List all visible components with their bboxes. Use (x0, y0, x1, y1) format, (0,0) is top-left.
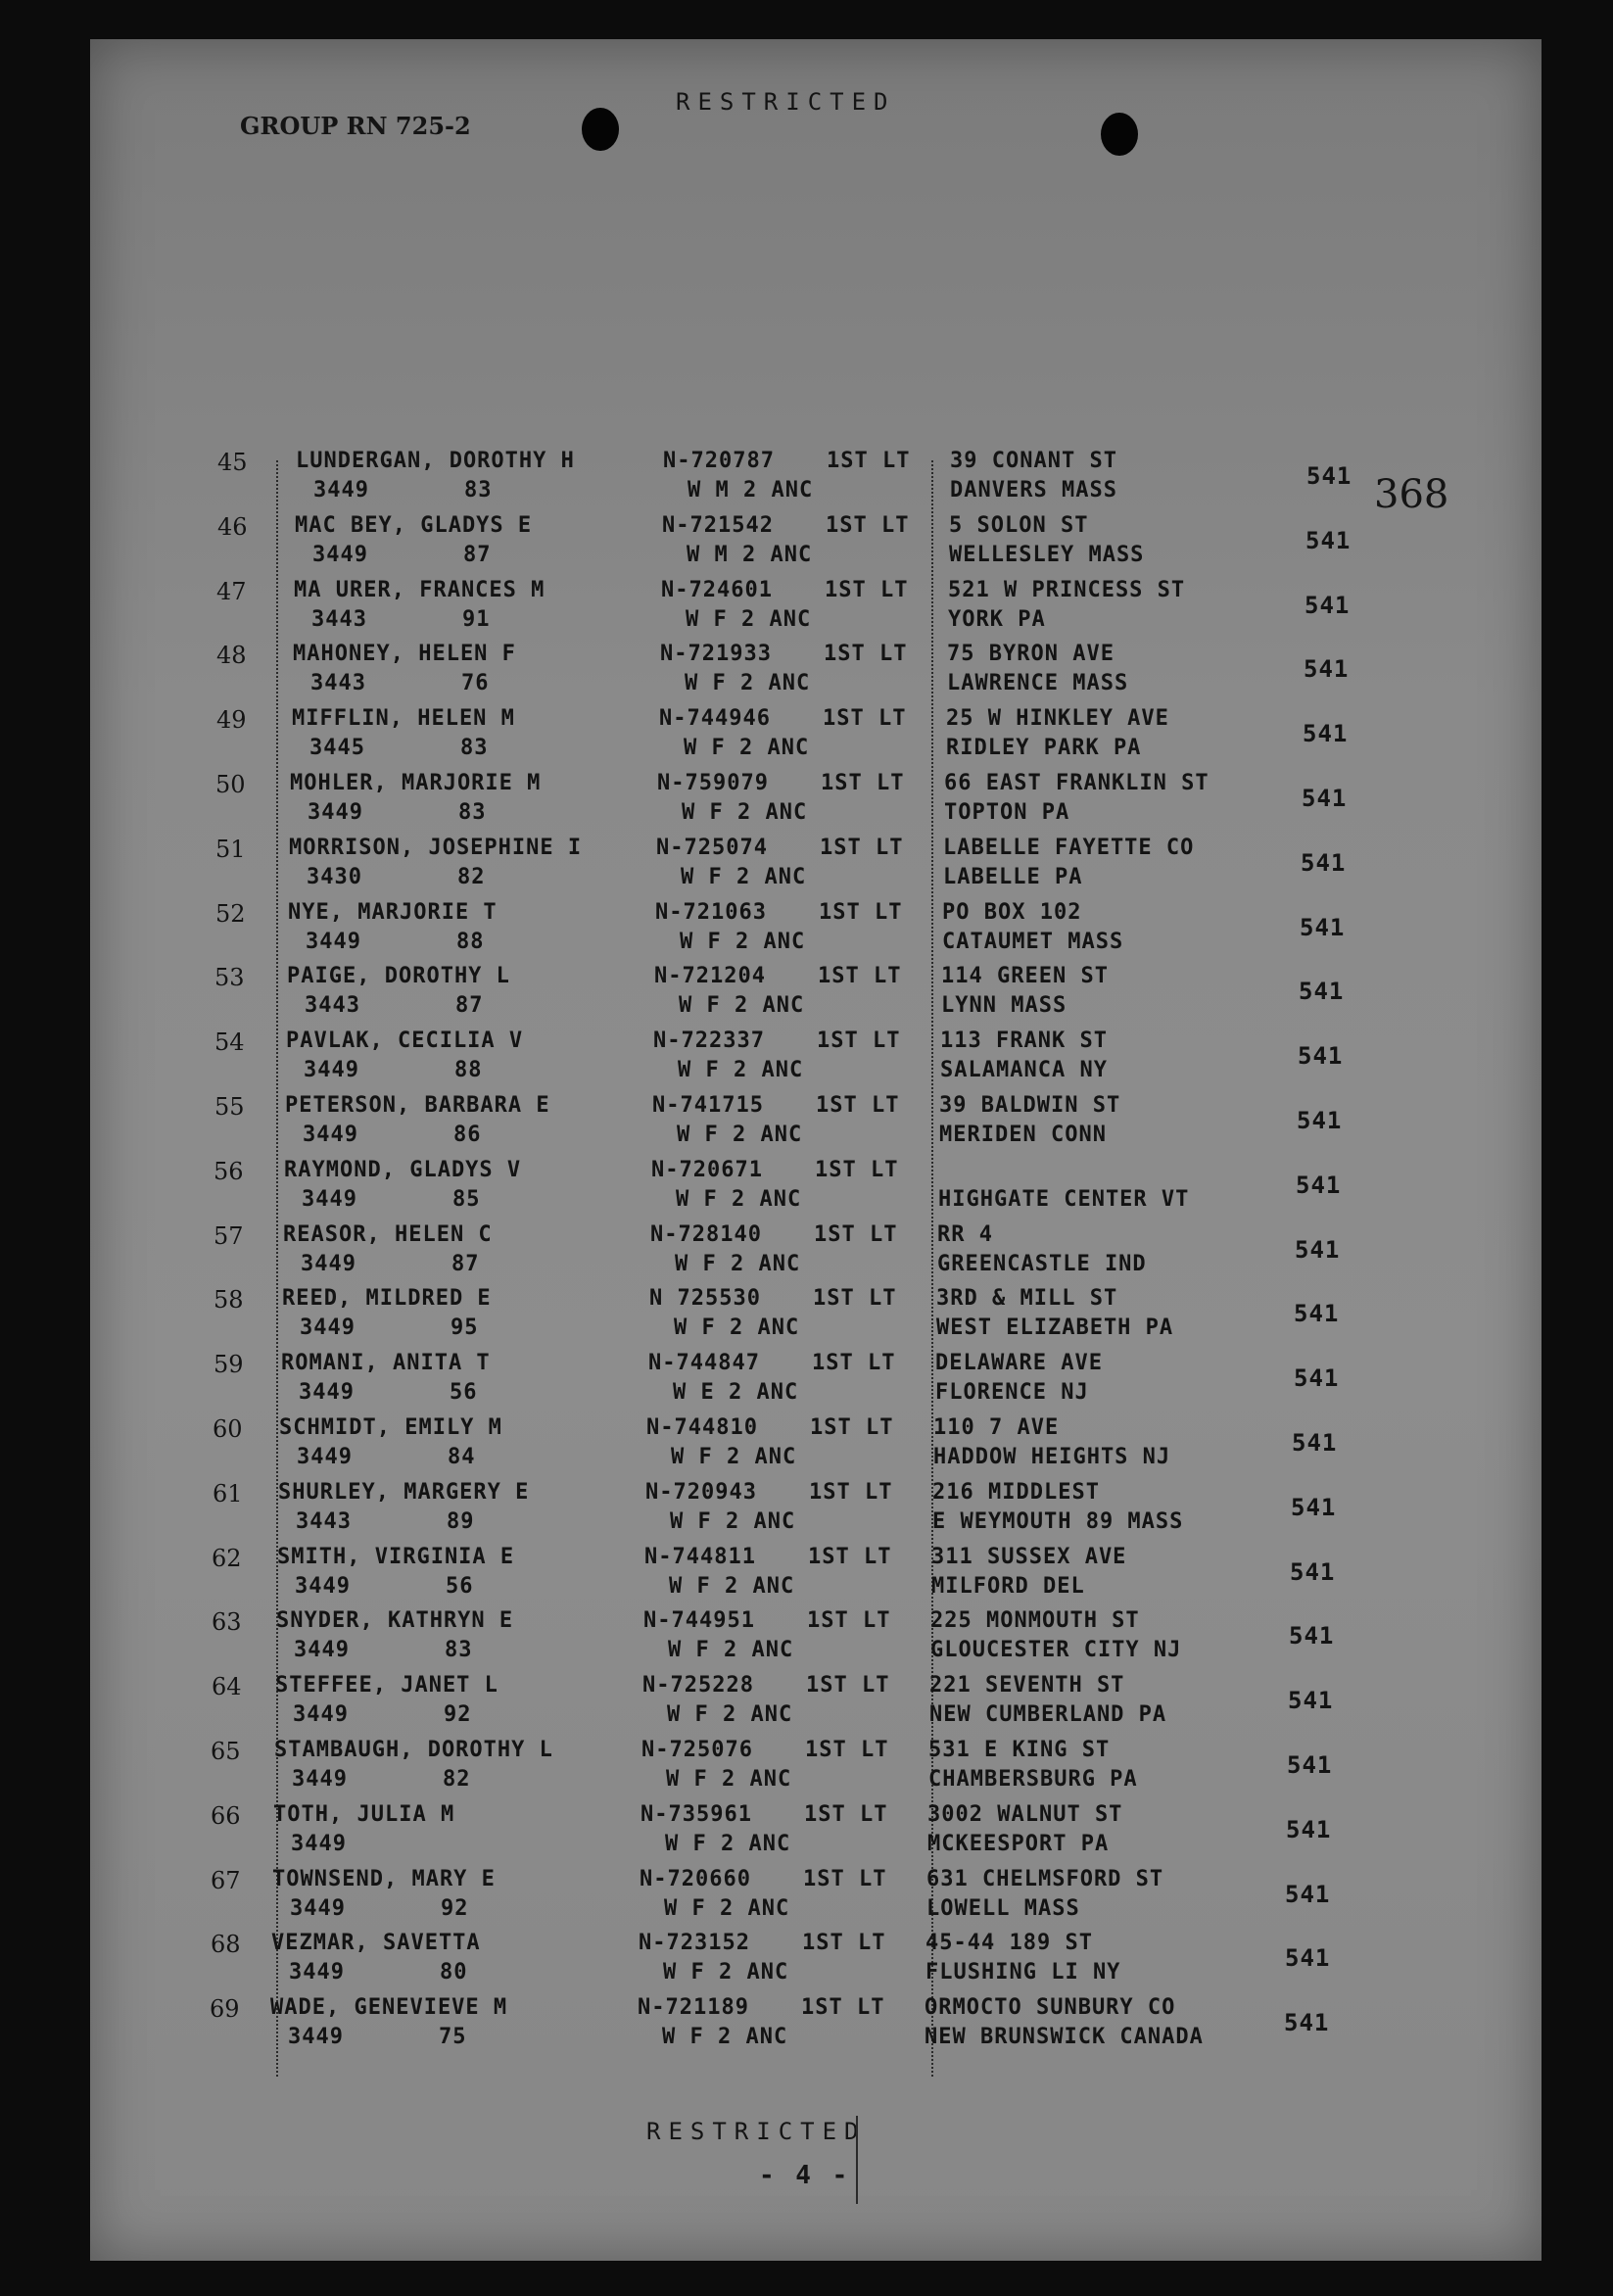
classification-header: RESTRICTED (676, 88, 896, 116)
entry-address-1: 39 CONANT ST (950, 449, 1117, 473)
entry-desc: W F 2 ANC (664, 1895, 790, 1921)
roster-entry (90, 1673, 1542, 1736)
entry-rank: 1ST LT (803, 1866, 887, 1891)
entry-code: 3430 (307, 864, 362, 889)
entry-score: 88 (454, 1058, 483, 1083)
entry-address-1: PO BOX 102 (942, 899, 1082, 925)
entry-address-2: SALAMANCA NY (940, 1058, 1108, 1083)
entry-name: REASOR, HELEN C (283, 1221, 493, 1247)
entry-rank: 1ST LT (808, 1544, 892, 1569)
entry-address-2: LABELLE PA (943, 864, 1083, 889)
entry-rank: 1ST LT (826, 512, 910, 538)
entry-number: 58 (213, 1286, 244, 1315)
entry-name: SHURLEY, MARGERY E (278, 1479, 530, 1505)
entry-address-1: 225 MONMOUTH ST (930, 1608, 1140, 1634)
entry-number: 62 (212, 1544, 242, 1572)
entry-score: 56 (450, 1380, 478, 1406)
entry-number: 63 (212, 1608, 242, 1637)
entry-rank: 1ST LT (812, 1351, 896, 1376)
entry-unit: 541 (1306, 462, 1352, 490)
entry-score: 82 (443, 1767, 471, 1792)
entry-serial: N-720660 (640, 1866, 751, 1891)
entry-score: 84 (448, 1445, 476, 1469)
entry-rank: 1ST LT (805, 1738, 889, 1762)
page-mark: 368 (1374, 472, 1449, 517)
roster-entry (90, 1158, 1542, 1220)
entry-code: 3443 (296, 1508, 352, 1534)
roster-entry (90, 1093, 1542, 1156)
entry-unit: 541 (1302, 785, 1348, 812)
entry-desc: W F 2 ANC (686, 606, 812, 632)
roster-entry (90, 706, 1542, 769)
entry-score: 83 (445, 1638, 473, 1663)
entry-address-2: YORK PA (948, 606, 1046, 632)
entry-desc: W F 2 ANC (681, 864, 807, 889)
entry-desc: W F 2 ANC (676, 1186, 802, 1212)
entry-rank: 1ST LT (816, 1093, 900, 1118)
entry-address-1: 45-44 189 ST (925, 1931, 1093, 1956)
entry-desc: W F 2 ANC (668, 1638, 794, 1663)
entry-unit: 541 (1305, 526, 1352, 554)
entry-score: 91 (462, 606, 491, 632)
entry-serial: N-741715 (652, 1093, 764, 1118)
entry-name: STAMBAUGH, DOROTHY L (274, 1738, 553, 1762)
entry-desc: W M 2 ANC (687, 542, 813, 567)
entry-score: 92 (441, 1895, 469, 1921)
entry-rank: 1ST LT (801, 1995, 885, 2021)
entry-address-1: 3RD & MILL ST (936, 1286, 1118, 1312)
entry-score: 82 (457, 864, 486, 889)
roster-entry (90, 1867, 1542, 1930)
entry-serial: N-744811 (644, 1544, 756, 1569)
roster-entry (90, 1931, 1542, 1993)
entry-code: 3449 (306, 929, 361, 954)
entry-score: 85 (452, 1186, 481, 1212)
entry-code: 3449 (294, 1638, 350, 1663)
entry-serial: N-759079 (657, 771, 769, 795)
entry-number: 65 (211, 1738, 241, 1765)
roster-entry (90, 1995, 1542, 2058)
roster-entry (90, 1480, 1542, 1543)
entry-address-1: 39 BALDWIN ST (939, 1093, 1121, 1118)
entry-name: MA URER, FRANCES M (294, 577, 546, 602)
entry-rank: 1ST LT (827, 449, 911, 473)
entry-name: MOHLER, MARJORIE M (290, 771, 542, 795)
entry-number: 61 (213, 1479, 243, 1507)
entry-desc: W F 2 ANC (680, 929, 806, 954)
entry-unit: 541 (1287, 1751, 1333, 1779)
entry-number: 57 (213, 1221, 244, 1250)
entry-code: 3449 (290, 1895, 346, 1921)
entry-number: 66 (211, 1801, 241, 1830)
entry-code: 3449 (289, 1960, 345, 1985)
entry-unit: 541 (1301, 848, 1347, 877)
punch-hole-left (582, 108, 619, 151)
entry-serial: N-725228 (642, 1673, 754, 1698)
entry-code: 3449 (312, 542, 368, 567)
entry-score: 87 (455, 993, 484, 1019)
entry-desc: W F 2 ANC (679, 993, 805, 1019)
entry-name: TOWNSEND, MARY E (272, 1866, 496, 1891)
entry-desc: W F 2 ANC (678, 1058, 804, 1083)
entry-name: STEFFEE, JANET L (275, 1673, 498, 1698)
entry-address-2: TOPTON PA (944, 800, 1070, 825)
entry-desc: W F 2 ANC (674, 1315, 800, 1341)
entry-name: SNYDER, KATHRYN E (276, 1608, 514, 1634)
entry-code: 3449 (295, 1573, 351, 1599)
entry-address-1: 631 CHELMSFORD ST (926, 1866, 1164, 1891)
entry-code: 3449 (303, 1123, 358, 1147)
entry-name: REED, MILDRED E (282, 1286, 492, 1312)
entry-desc: W F 2 ANC (662, 2025, 788, 2050)
entry-desc: W F 2 ANC (663, 1960, 789, 1985)
document-page (90, 39, 1542, 2261)
entry-address-2: NEW BRUNSWICK CANADA (925, 2025, 1204, 2050)
entry-number: 69 (210, 1995, 240, 2024)
entry-score: 83 (464, 478, 493, 502)
entry-serial: N-725076 (641, 1738, 753, 1762)
roster-entry (90, 1608, 1542, 1671)
footer-rule (856, 2116, 858, 2204)
entry-address-2: WEST ELIZABETH PA (936, 1315, 1174, 1341)
entry-rank: 1ST LT (825, 577, 909, 602)
entry-address-1: 521 W PRINCESS ST (948, 577, 1186, 602)
entry-desc: W F 2 ANC (682, 800, 808, 825)
page-number: - 4 - (759, 2161, 851, 2190)
entry-address-1: 5 SOLON ST (949, 512, 1089, 538)
entry-unit: 541 (1289, 1622, 1335, 1650)
entry-code: 3449 (301, 1251, 356, 1276)
entry-name: MORRISON, JOSEPHINE I (289, 835, 583, 860)
entry-desc: W F 2 ANC (677, 1123, 803, 1147)
entry-code: 3449 (308, 800, 363, 825)
entry-number: 50 (215, 771, 246, 798)
entry-name: TOTH, JULIA M (273, 1801, 455, 1827)
entry-desc: W F 2 ANC (666, 1767, 792, 1792)
entry-score: 89 (447, 1508, 475, 1534)
entry-number: 54 (214, 1028, 245, 1057)
roster-entry (90, 1802, 1542, 1865)
entry-rank: 1ST LT (802, 1931, 886, 1956)
entry-unit: 541 (1286, 1815, 1332, 1843)
entry-rank: 1ST LT (819, 899, 903, 925)
entry-address-1: 221 SEVENTH ST (929, 1673, 1125, 1698)
roster-entry (90, 771, 1542, 834)
entry-name: SMITH, VIRGINIA E (277, 1544, 515, 1569)
entry-number: 59 (213, 1351, 244, 1379)
entry-code: 3449 (291, 1831, 347, 1856)
entry-name: NYE, MARJORIE T (288, 899, 498, 925)
entry-desc: W F 2 ANC (665, 1831, 791, 1856)
entry-address-2: CATAUMET MASS (942, 929, 1124, 954)
entry-score: 86 (453, 1123, 482, 1147)
entry-address-2: WELLESLEY MASS (949, 542, 1145, 567)
entry-score: 83 (460, 736, 489, 761)
entry-unit: 541 (1304, 655, 1350, 684)
entry-serial: N-744951 (643, 1608, 755, 1634)
entry-number: 49 (216, 706, 247, 735)
entry-address-2: LYNN MASS (941, 993, 1067, 1019)
entry-address-2: HADDOW HEIGHTS NJ (933, 1445, 1171, 1469)
entry-serial: N-720787 (663, 449, 775, 473)
entry-unit: 541 (1285, 1944, 1331, 1973)
entry-address-1: RR 4 (937, 1221, 993, 1247)
entry-name: MIFFLIN, HELEN M (292, 706, 515, 732)
entry-code: 3449 (299, 1380, 355, 1406)
entry-unit: 541 (1305, 591, 1351, 619)
entry-unit: 541 (1299, 978, 1345, 1006)
entry-serial: N-720671 (651, 1157, 763, 1182)
entry-name: PAIGE, DOROTHY L (287, 964, 510, 989)
entry-score: 76 (461, 671, 490, 696)
roster-entry (90, 1351, 1542, 1413)
entry-unit: 541 (1303, 720, 1349, 748)
entry-unit: 541 (1297, 1107, 1343, 1134)
entry-address-1: 110 7 AVE (933, 1415, 1060, 1440)
entry-serial: N-744810 (646, 1415, 758, 1440)
entry-score: 56 (446, 1573, 474, 1599)
entry-serial: N-721542 (662, 512, 774, 538)
entry-serial: N-744946 (659, 706, 771, 732)
entry-number: 64 (212, 1673, 242, 1701)
entry-rank: 1ST LT (807, 1608, 891, 1634)
entry-unit: 541 (1300, 913, 1346, 941)
entry-rank: 1ST LT (817, 1028, 901, 1054)
entry-rank: 1ST LT (818, 964, 902, 989)
roster-entry (90, 900, 1542, 963)
entry-address-1: 531 E KING ST (928, 1738, 1111, 1762)
entry-rank: 1ST LT (815, 1157, 899, 1182)
entry-rank: 1ST LT (823, 706, 907, 732)
entry-code: 3449 (297, 1445, 353, 1469)
entry-score: 75 (439, 2025, 467, 2050)
entry-name: PETERSON, BARBARA E (285, 1093, 550, 1118)
entry-name: WADE, GENEVIEVE M (270, 1995, 508, 2021)
entry-name: MAC BEY, GLADYS E (295, 512, 533, 538)
entry-address-1: 75 BYRON AVE (947, 642, 1115, 667)
entry-serial: N-735961 (640, 1801, 752, 1827)
entry-desc: W F 2 ANC (684, 736, 810, 761)
entry-score: 95 (451, 1315, 479, 1341)
entry-address-1: DELAWARE AVE (935, 1351, 1103, 1376)
entry-address-1: 216 MIDDLEST (932, 1479, 1100, 1505)
entry-address-2: GREENCASTLE IND (937, 1251, 1147, 1276)
roster-entry (90, 578, 1542, 641)
entry-score: 88 (456, 929, 485, 954)
entry-code: 3443 (311, 606, 367, 632)
entry-code: 3443 (305, 993, 360, 1019)
entry-name: VEZMAR, SAVETTA (271, 1931, 481, 1956)
entry-rank: 1ST LT (813, 1286, 897, 1312)
roster-entry (90, 836, 1542, 898)
entry-address-2: HIGHGATE CENTER VT (938, 1186, 1190, 1212)
entry-address-2: CHAMBERSBURG PA (928, 1767, 1138, 1792)
roster-entry (90, 642, 1542, 704)
roster-entry (90, 513, 1542, 576)
entry-name: RAYMOND, GLADYS V (284, 1157, 522, 1182)
entry-code: 3449 (313, 478, 369, 502)
entry-code: 3449 (292, 1767, 348, 1792)
entry-address-1: LABELLE FAYETTE CO (943, 835, 1195, 860)
entry-address-1: 113 FRANK ST (940, 1028, 1108, 1054)
entry-number: 46 (217, 512, 248, 541)
entry-score: 92 (444, 1702, 472, 1728)
roster-entry (90, 1545, 1542, 1607)
entry-desc: W E 2 ANC (673, 1380, 799, 1406)
entry-desc: W M 2 ANC (688, 478, 814, 502)
entry-unit: 541 (1285, 1880, 1331, 1908)
entry-address-2: LOWELL MASS (926, 1895, 1080, 1921)
entry-score: 83 (458, 800, 487, 825)
entry-code: 3443 (310, 671, 366, 696)
entry-rank: 1ST LT (824, 642, 908, 667)
group-header: GROUP RN 725-2 (240, 112, 471, 140)
entry-code: 3449 (304, 1058, 359, 1083)
entry-number: 48 (216, 642, 247, 670)
entry-unit: 541 (1294, 1364, 1340, 1393)
entry-serial: N-720943 (645, 1479, 757, 1505)
entry-name: ROMANI, ANITA T (281, 1351, 491, 1376)
entry-number: 60 (213, 1415, 243, 1443)
entry-name: LUNDERGAN, DOROTHY H (296, 449, 575, 473)
roster-entry (90, 449, 1542, 511)
entry-address-2: FLORENCE NJ (935, 1380, 1089, 1406)
entry-score: 87 (463, 542, 492, 567)
entry-rank: 1ST LT (806, 1673, 890, 1698)
entry-address-2: MCKEESPORT PA (927, 1831, 1110, 1856)
entry-number: 56 (213, 1157, 244, 1185)
entry-address-2: LAWRENCE MASS (947, 671, 1129, 696)
entry-serial: N-722337 (653, 1028, 765, 1054)
entry-rank: 1ST LT (804, 1801, 888, 1827)
entry-number: 55 (214, 1093, 245, 1121)
entry-address-1: 311 SUSSEX AVE (931, 1544, 1127, 1569)
entry-serial: N-728140 (650, 1221, 762, 1247)
roster-entry (90, 964, 1542, 1027)
entry-serial: N-725074 (656, 835, 768, 860)
entry-unit: 541 (1295, 1235, 1341, 1264)
entry-number: 51 (215, 835, 246, 863)
entry-unit: 541 (1288, 1687, 1334, 1715)
classification-footer: RESTRICTED (646, 2118, 867, 2145)
entry-name: SCHMIDT, EMILY M (279, 1415, 502, 1440)
entry-unit: 541 (1292, 1429, 1338, 1457)
entry-desc: W F 2 ANC (685, 671, 811, 696)
entry-address-2: NEW CUMBERLAND PA (929, 1702, 1167, 1728)
entry-serial: N-723152 (639, 1931, 750, 1956)
entry-address-1: 3002 WALNUT ST (927, 1801, 1123, 1827)
entry-code: 3445 (309, 736, 365, 761)
entry-address-2: FLUSHING LI NY (925, 1960, 1121, 1985)
entry-unit: 541 (1284, 2009, 1330, 2037)
entry-serial: N-721204 (654, 964, 766, 989)
roster-entry (90, 1738, 1542, 1800)
entry-address-1: 66 EAST FRANKLIN ST (944, 771, 1210, 795)
entry-name: PAVLAK, CECILIA V (286, 1028, 524, 1054)
entry-address-1: 114 GREEN ST (941, 964, 1109, 989)
entry-rank: 1ST LT (809, 1479, 893, 1505)
entry-number: 52 (215, 899, 246, 928)
entry-unit: 541 (1291, 1493, 1337, 1521)
entry-rank: 1ST LT (821, 771, 905, 795)
entry-address-1: 25 W HINKLEY AVE (946, 706, 1169, 732)
entry-serial: N-724601 (661, 577, 773, 602)
punch-hole-right (1101, 113, 1138, 156)
entry-address-2: MERIDEN CONN (939, 1123, 1107, 1147)
entry-code: 3449 (288, 2025, 344, 2050)
entry-serial: N-721933 (660, 642, 772, 667)
entry-address-2: GLOUCESTER CITY NJ (930, 1638, 1182, 1663)
entry-rank: 1ST LT (820, 835, 904, 860)
entry-number: 45 (217, 449, 248, 476)
entry-code: 3449 (293, 1702, 349, 1728)
roster-entry (90, 1222, 1542, 1285)
entry-code: 3449 (300, 1315, 356, 1341)
entry-desc: W F 2 ANC (669, 1573, 795, 1599)
entry-address-2: DANVERS MASS (950, 478, 1117, 502)
entry-name: MAHONEY, HELEN F (293, 642, 516, 667)
entry-unit: 541 (1296, 1171, 1342, 1199)
entry-address-1: ORMOCTO SUNBURY CO (925, 1995, 1176, 2021)
entry-unit: 541 (1298, 1042, 1344, 1071)
entry-serial: N 725530 (649, 1286, 761, 1312)
entry-number: 67 (211, 1866, 241, 1894)
entry-serial: N-744847 (648, 1351, 760, 1376)
entry-unit: 541 (1294, 1300, 1340, 1328)
entry-number: 53 (214, 964, 245, 992)
entry-rank: 1ST LT (810, 1415, 894, 1440)
roster-entry (90, 1415, 1542, 1478)
roster-entry (90, 1028, 1542, 1091)
entry-desc: W F 2 ANC (671, 1445, 797, 1469)
entry-serial: N-721189 (638, 1995, 749, 2021)
entry-score: 87 (451, 1251, 480, 1276)
entry-desc: W F 2 ANC (670, 1508, 796, 1534)
entry-desc: W F 2 ANC (675, 1251, 801, 1276)
entry-serial: N-721063 (655, 899, 767, 925)
roster-entry (90, 1286, 1542, 1349)
entry-desc: W F 2 ANC (667, 1702, 793, 1728)
entry-address-2: MILFORD DEL (931, 1573, 1085, 1599)
entry-score: 80 (440, 1960, 468, 1985)
entry-rank: 1ST LT (814, 1221, 898, 1247)
entry-address-2: E WEYMOUTH 89 MASS (932, 1508, 1184, 1534)
entry-code: 3449 (302, 1186, 357, 1212)
entry-unit: 541 (1290, 1557, 1336, 1586)
entry-number: 47 (216, 577, 247, 605)
entry-address-2: RIDLEY PARK PA (946, 736, 1142, 761)
entry-number: 68 (211, 1931, 241, 1959)
